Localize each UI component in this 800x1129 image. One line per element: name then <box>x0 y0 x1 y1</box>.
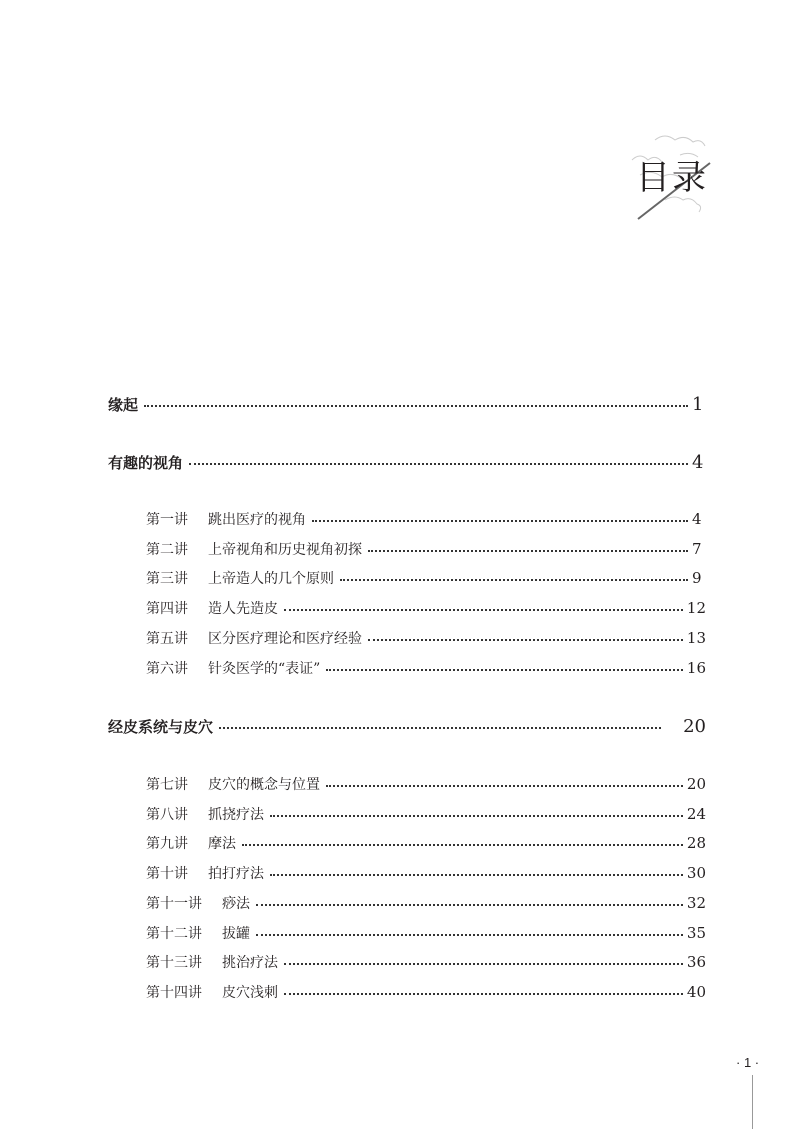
dot-leader <box>284 609 683 611</box>
page-number: 30 <box>686 864 706 883</box>
page-number: 35 <box>686 923 706 942</box>
page-number: 40 <box>686 982 706 1001</box>
toc-entry[interactable] <box>146 863 706 885</box>
dot-leader <box>368 639 683 641</box>
page-number: 20 <box>683 716 706 737</box>
toc-entry[interactable] <box>146 539 706 561</box>
lecture-title: 造人先造皮 <box>208 601 278 618</box>
lecture-title: 抓挠疗法 <box>208 806 264 823</box>
dot-leader <box>326 669 683 671</box>
toc-entry[interactable] <box>146 568 706 590</box>
dot-leader <box>270 815 683 817</box>
section-title: 经皮系统与皮穴 <box>108 718 214 736</box>
toc-entry[interactable] <box>146 658 706 680</box>
page-number: 32 <box>686 893 706 912</box>
page-number: 1 <box>692 394 704 415</box>
lecture-label: 第五讲 <box>146 630 188 647</box>
toc-section[interactable] <box>108 452 706 474</box>
lecture-title: 挑治疗法 <box>222 955 278 972</box>
lecture-title: 痧法 <box>222 895 250 912</box>
dot-leader <box>340 579 688 581</box>
lecture-label: 第六讲 <box>146 660 188 677</box>
page-number: 13 <box>686 628 706 647</box>
lecture-title: 拔罐 <box>222 925 250 942</box>
page-number: 28 <box>686 834 706 853</box>
toc-entry[interactable] <box>146 509 706 531</box>
lecture-title: 摩法 <box>208 836 236 853</box>
page-number: 36 <box>686 953 706 972</box>
toc-entry[interactable] <box>146 982 706 1004</box>
dot-leader <box>284 993 683 995</box>
toc-entry[interactable] <box>146 628 706 650</box>
lecture-label: 第十四讲 <box>146 984 202 1001</box>
dot-leader <box>256 904 683 906</box>
dot-leader <box>219 727 661 729</box>
lecture-title: 上帝造人的几个原则 <box>208 571 334 588</box>
toc-entry[interactable] <box>146 598 706 620</box>
section-title: 缘起 <box>108 396 139 414</box>
lecture-title: 跳出医疗的视角 <box>208 512 306 528</box>
lecture-title: 上帝视角和历史视角初探 <box>208 541 362 558</box>
dot-leader <box>284 963 683 965</box>
page-number: 20 <box>686 775 706 793</box>
toc-entry[interactable] <box>146 923 706 945</box>
page-number: 9 <box>692 569 702 588</box>
lecture-label: 第三讲 <box>146 571 188 588</box>
lecture-label: 第一讲 <box>146 512 188 528</box>
dot-leader <box>270 874 683 876</box>
toc-entry[interactable] <box>146 804 706 826</box>
lecture-title: 皮穴的概念与位置 <box>208 777 320 793</box>
lecture-label: 第十三讲 <box>146 955 202 972</box>
toc-entry[interactable] <box>146 833 706 855</box>
page-number: 12 <box>686 599 706 618</box>
lecture-label: 第四讲 <box>146 601 188 618</box>
dot-leader <box>312 520 688 522</box>
lecture-title: 区分医疗理论和医疗经验 <box>208 630 362 647</box>
lecture-label: 第十讲 <box>146 866 188 883</box>
lecture-label: 第十二讲 <box>146 925 202 942</box>
toc-section[interactable] <box>108 716 706 738</box>
page-number: 4 <box>692 510 702 528</box>
margin-line <box>752 1075 753 1129</box>
lecture-label: 第十一讲 <box>146 895 202 912</box>
page-number: 4 <box>692 452 704 473</box>
lecture-label: 第八讲 <box>146 806 188 823</box>
page-title: 目录 <box>636 158 708 198</box>
toc-section[interactable] <box>108 394 706 416</box>
dot-leader <box>256 934 683 936</box>
dot-leader <box>144 405 688 407</box>
lecture-label: 第二讲 <box>146 541 188 558</box>
lecture-title: 拍打疗法 <box>208 866 264 883</box>
lecture-title: 针灸医学的“表证” <box>208 660 321 677</box>
dot-leader <box>242 844 683 846</box>
lecture-label: 第九讲 <box>146 836 188 853</box>
toc-entry[interactable] <box>146 952 706 974</box>
toc-entry[interactable] <box>146 774 706 796</box>
dot-leader <box>368 550 688 552</box>
page-number: 16 <box>686 658 706 677</box>
toc-entry[interactable] <box>146 893 706 915</box>
page-number: 24 <box>686 804 706 823</box>
dot-leader <box>326 785 683 787</box>
section-title: 有趣的视角 <box>108 454 184 472</box>
lecture-title: 皮穴浅刺 <box>222 984 278 1001</box>
page-footer-number: · 1 · <box>736 1055 760 1070</box>
page-number: 7 <box>692 539 702 558</box>
lecture-label: 第七讲 <box>146 777 188 793</box>
dot-leader <box>189 463 688 465</box>
